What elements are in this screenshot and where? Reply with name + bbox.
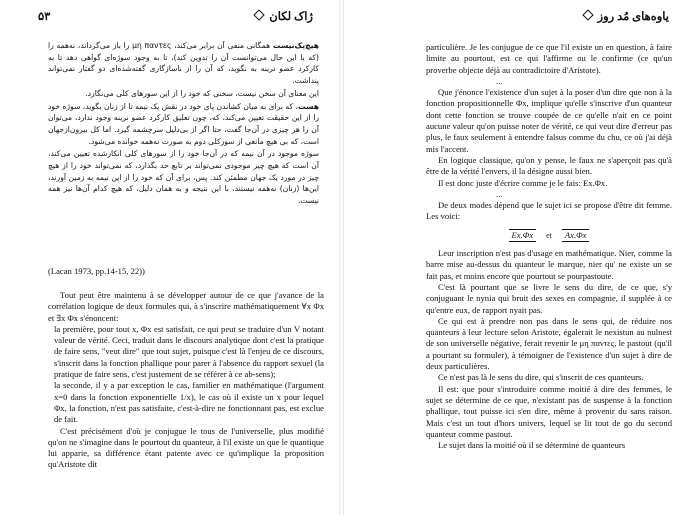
french-paragraph: Ce qui est à prendre non pas dans le sens qui, de réduire nos quanteurs à leur lecture selon Aristote, égalerait le nexistun au nulnest de son universelle négative, ferait revenir le μη παντες, le pastout (qu'il a pourtant su formuler), à témoigner de l'existence d'un sujet à dire de deux particulières. bbox=[426, 315, 672, 372]
french-paragraph: Il est: que pour s'introduire comme moitié à dire des femmes, le sujet se détermine de ce que, n'existant pas de suspense à la fonction phallique, tout puisse ici s'en dire, même à provenir du sans raison. Mais c'est un tout d'hors univers, lequel se lit tout de go du second quanteur comme pastout. bbox=[426, 383, 672, 439]
left-page-number: ۵۳ bbox=[38, 11, 51, 23]
french-paragraph: En logique classique, qu'on y pense, le faux ne s'aperçoit pas qu'à être de la vérité l'envers, il la désigne aussi bien. bbox=[426, 154, 672, 177]
persian-text: سوژه موجود در آن نیمه که در آن‌جا خود را از سورهای کلی انکارشده تعیین می‌کند، آن است که هیچ چیز موجودی نمی‌تواند بر تابع حد بگذارد، که نمی‌تواند خود را از هیچ چیز در مورد یک جهان مطمئن کند. پس، برای آن که خود را از این نیمه به زمین آورند، این‌ها (زنان) نه‌همه نیستند، با این نتیجه و به همان دلیل، که هیچ کدام آن‌ها نیز همه نیست. bbox=[48, 149, 319, 206]
french-paragraph: De deux modes dépend que le sujet ici se propose d'être dit femme. Les voici: bbox=[426, 200, 672, 222]
citation: (Lacan 1973, pp.14-15, 22)) bbox=[48, 266, 145, 276]
left-page-running-title bbox=[249, 9, 313, 23]
persian-lead: هیچ‌یک‌نیست bbox=[272, 41, 319, 50]
french-paragraph: Ce n'est pas là le sens du dire, qui s'inscrit de ces quanteurs. bbox=[438, 372, 644, 383]
ellipsis: ... bbox=[496, 75, 503, 86]
french-paragraph: Que j'énonce l'existence d'un sujet à la poser d'un dire que non à la fonction propositionnelle Φx, implique qu'elle s'inscrive d'un quanteur dont cette fonction se trouve coupée de ce qu'elle n'ait en ce point aucune valeur qu'on puisse noter de vérité, ce qui veut dire d'erreur pas plus, le faux seulement à entendre falsus comme du chu, ce où j'ai déjà mis l'accent. bbox=[426, 87, 672, 154]
formula-left: Ex.Φx bbox=[509, 229, 537, 242]
french-paragraph: Il est donc juste d'écrire comme je le fais: Ex.Φx. bbox=[438, 177, 608, 188]
formula-right: Ax.Φx bbox=[562, 229, 590, 242]
ellipsis: ... bbox=[496, 188, 503, 199]
persian-paragraph bbox=[48, 148, 319, 207]
french-paragraph: la seconde, il y a par exception le cas, familier en mathématique (l'argument x=0 dans la fonction exponentielle 1/x), le cas où il existe un x pour lequel Φx, la fonction, n'est pas satisfaite, c'est-à-dire ne fonctionnant pas, est exclue de fait. bbox=[54, 380, 324, 425]
diamond-icon bbox=[254, 9, 265, 20]
persian-paragraph bbox=[48, 101, 319, 148]
french-paragraph: Tout peut être maintenu à se développer autour de ce que j'avance de la corrélation logique de deux formules qui, à s'inscrire mathématiquement ∀x Φx et ∃x Φx s'énoncent: bbox=[48, 290, 324, 323]
persian-lead: هست bbox=[297, 101, 319, 111]
right-page-running-title bbox=[578, 9, 669, 23]
persian-quotation bbox=[48, 40, 319, 208]
french-paragraph: Le sujet dans la moitié où il se détermine de quanteurs bbox=[438, 440, 626, 451]
french-paragraph: Leur inscription n'est pas d'usage en mathématique. Nier, comme la barre mise au-dessus du quanteur le marque, nier qu' ne existe un se fait pas, et moins encore que pourtout se pourpastoute. bbox=[426, 248, 672, 281]
persian-paragraph bbox=[48, 40, 319, 87]
french-paragraph: la première, pour tout x, Φx est satisfait, ce qui peut se traduire d'un V notant valeur de vérité. Ceci, traduit dans le discours analytique dont c'est la pratique de faire sens, "veut dire" que tout sujet, puisque c'est là l'enjeu de ce discours, s'inscrit dans la fonction phallique pour parer à l'absence du rapport sexuel (la pratique de faire sens, c'est justement de se référer à ce ab-sens); bbox=[54, 323, 324, 380]
diamond-icon bbox=[582, 9, 593, 20]
right-page-title-text: یاوه‌های مُد روز bbox=[597, 11, 669, 23]
formula-line bbox=[426, 229, 672, 242]
left-page-title-text: ژاک لکان bbox=[269, 11, 313, 23]
right-french-text bbox=[426, 42, 672, 451]
right-page bbox=[343, 0, 683, 515]
persian-text: ، که برای به میان کشاندن پای خود در نقش یک نیمه تا از زنان بگوید، سوژه خود را از این حقیقت تعیین می‌کند، که، چون تعلیق کارکرد عضو نرینه وجود ندارد، می‌توان آن را هر چیزی در آن‌جا گفت، حتا اگر از بی‌دلیل سرچشمه گیرد. اما کل بیرون‌از‌جهان است، که بی هیچ مانعی از سورکلی دوم به صورت نه‌همه خوانده می‌شود. bbox=[48, 101, 319, 146]
french-paragraph: C'est précisément d'où je conjugue le tous de l'universelle, plus modifié qu'on ne s'imagine dans le pourtout du quanteur, à l'il existe un que le quantique lui apparie, sa différence étant patente avec ce qu'implique la proposition qu'Aristote dit bbox=[48, 425, 324, 470]
persian-text: همگانی منفی آن برابر می‌کند، μη παντες را باز می‌گرداند، نه‌همه را (که با این حال می‌توانست آن را تدوین کند)، تا به وجود سوژه‌ای گواهی دهد تا به کارکرد عضو نرینه به نگوید، که آن را از ناسازگاری گفته‌شده‌ای دو گفتار نمی‌تواند پنداشت. bbox=[48, 41, 319, 86]
persian-paragraph bbox=[48, 88, 319, 100]
left-page bbox=[0, 0, 340, 515]
persian-text: این معنای آن سخن نیست، سخنی که خود را از این سورهای کلی می‌نگارد. bbox=[85, 88, 319, 98]
left-french-text bbox=[48, 290, 324, 471]
french-paragraph: C'est là pourtant que se livre le sens du dire, de ce que, s'y conjuguant le nynia qui bruit des sexes en compagnie, il supplée à ce qu'entre eux, de rapport nyait pas. bbox=[426, 281, 672, 315]
french-paragraph: particulière. Je les conjugue de ce que l'il existe un en question, à faire limite au pourtout, est ce qui l'affirme ou le confirme (ce qu'un proverbe objecte déjà au contradictoire d'Aristote). bbox=[426, 42, 672, 75]
formula-connector: et bbox=[546, 230, 552, 240]
